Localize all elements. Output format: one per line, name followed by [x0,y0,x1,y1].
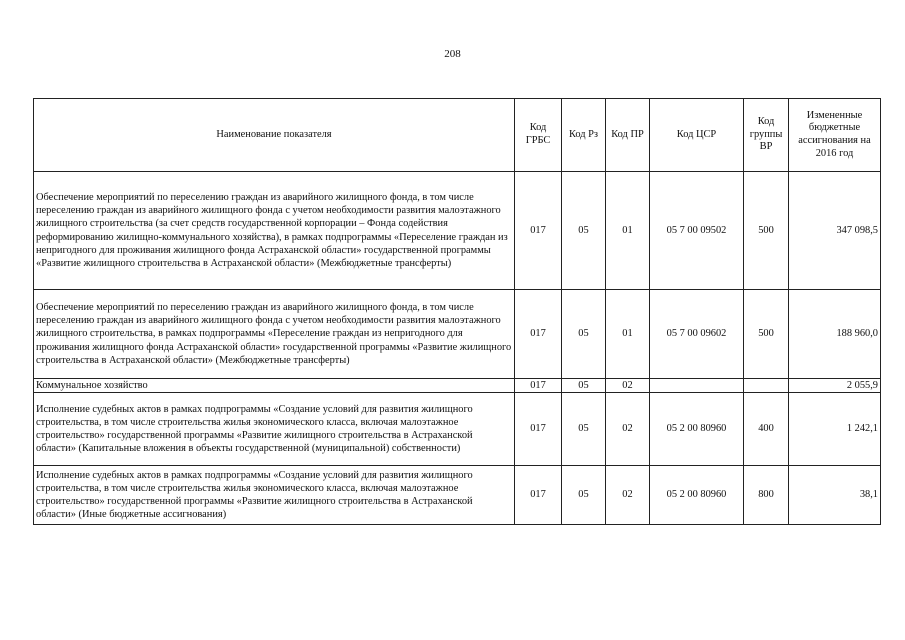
row-vr: 400 [744,393,789,466]
row-csr [650,379,744,393]
table-row [34,466,881,525]
row-csr: 05 2 00 80960 [650,466,744,525]
row-amount: 1 242,1 [789,393,881,466]
header-rz: Код Рз [562,99,606,172]
header-pr: Код ПР [606,99,650,172]
row-vr [744,379,789,393]
row-name: Исполнение судебных актов в рамках подпрограммы «Создание условий для развития жилищного строительства, в том числе строительства жилья экономического класса, включая малоэтажное строительство» государственной программы «Развитие жилищного строительства в Астраханской области» (Иные бюджетные ассигнования) [34,466,515,525]
row-rz: 05 [562,379,606,393]
table-row [34,379,881,393]
row-grbs: 017 [515,172,562,290]
row-csr: 05 2 00 80960 [650,393,744,466]
header-amount: Измененные бюджетные ассигнования на 2016 год [789,99,881,172]
header-csr: Код ЦСР [650,99,744,172]
row-pr: 02 [606,466,650,525]
row-grbs: 017 [515,290,562,379]
row-csr: 05 7 00 09602 [650,290,744,379]
row-vr: 800 [744,466,789,525]
row-rz: 05 [562,466,606,525]
row-rz: 05 [562,172,606,290]
row-rz: 05 [562,290,606,379]
row-vr: 500 [744,172,789,290]
row-pr: 01 [606,172,650,290]
row-csr: 05 7 00 09502 [650,172,744,290]
budget-table [33,98,881,525]
row-grbs: 017 [515,393,562,466]
row-vr: 500 [744,290,789,379]
table-header-row [34,99,881,172]
page-number: 208 [444,48,461,60]
row-name: Обеспечение мероприятий по переселению граждан из аварийного жилищного фонда, в том числе переселению граждан из аварийного жилищного фонда с учетом необходимости развития малоэтажного жилищного строительства, в рамках подпрограммы «Переселение граждан из непригодного для проживания жилищного фонда Астраханской области» государственной программы «Развитие жилищного строительства в Астраханской области» (Межбюджетные трансферты) [34,290,515,379]
row-pr: 02 [606,393,650,466]
header-grbs: Код ГРБС [515,99,562,172]
table-row [34,393,881,466]
table-row [34,172,881,290]
row-amount: 38,1 [789,466,881,525]
row-amount: 2 055,9 [789,379,881,393]
header-vr: Код группы ВР [744,99,789,172]
header-name: Наименование показателя [34,99,515,172]
table-row [34,290,881,379]
row-grbs: 017 [515,379,562,393]
row-rz: 05 [562,393,606,466]
row-name: Обеспечение мероприятий по переселению граждан из аварийного жилищного фонда, в том числе переселению граждан из аварийного жилищного фонда с учетом необходимости развития малоэтажного жилищного строительства (за счет средств государственной корпорации – Фонда содействия реформированию жилищно-коммунального хозяйства), в рамках подпрограммы «Переселение граждан из непригодного для проживания жилищного фонда Астраханской области» государственной программы «Развитие жилищного строительства в Астраханской области» (Межбюджетные трансферты) [34,172,515,290]
row-name: Исполнение судебных актов в рамках подпрограммы «Создание условий для развития жилищного строительства, в том числе строительства жилья экономического класса, включая малоэтажное строительство» государственной программы «Развитие жилищного строительства в Астраханской области» (Капитальные вложения в объекты государственной (муниципальной) собственности) [34,393,515,466]
row-pr: 02 [606,379,650,393]
row-grbs: 017 [515,466,562,525]
row-amount: 188 960,0 [789,290,881,379]
row-amount: 347 098,5 [789,172,881,290]
row-name: Коммунальное хозяйство [34,379,515,393]
row-pr: 01 [606,290,650,379]
